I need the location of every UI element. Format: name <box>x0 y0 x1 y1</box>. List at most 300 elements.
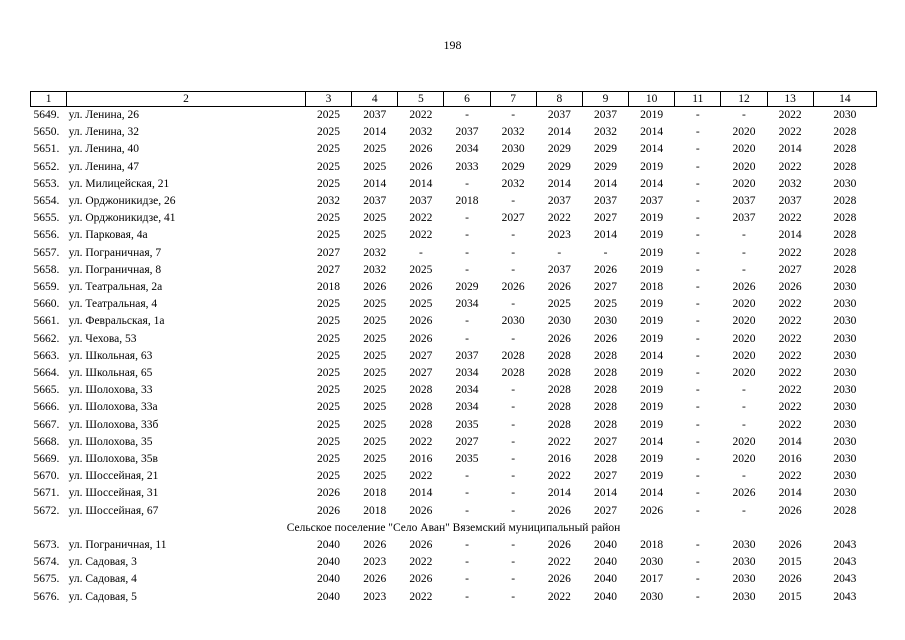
year-cell-col-9: 2028 <box>593 384 617 397</box>
year-cell-col-3: 2025 <box>317 470 341 483</box>
year-cell-col-3: 2027 <box>317 246 341 259</box>
year-cell-col-4: 2037 <box>363 195 387 208</box>
year-cell-col-3: 2025 <box>317 332 341 345</box>
year-cell-col-8: 2028 <box>547 349 571 362</box>
year-cell-col-9: 2040 <box>593 556 617 569</box>
year-cell-col-8: 2026 <box>547 539 571 552</box>
year-cell-col-13: 2022 <box>778 349 802 362</box>
year-cell-col-7: - <box>511 504 516 517</box>
year-cell-col-5: 2026 <box>409 315 433 328</box>
year-cell-col-11: - <box>695 401 700 414</box>
row-number: 5675. <box>33 573 60 586</box>
year-cell-col-8: 2029 <box>547 160 571 173</box>
year-cell-col-14: 2030 <box>833 298 857 311</box>
year-cell-col-4: 2023 <box>363 556 387 569</box>
year-cell-col-5: 2022 <box>409 229 433 242</box>
row-number: 5673. <box>33 539 60 552</box>
year-cell-col-7: 2030 <box>501 315 525 328</box>
year-cell-col-13: 2022 <box>778 384 802 397</box>
year-cell-col-11: - <box>695 435 700 448</box>
year-cell-col-6: - <box>465 212 469 225</box>
year-cell-col-11: - <box>695 367 700 380</box>
row-number: 5650. <box>33 126 60 139</box>
year-cell-col-9: 2029 <box>593 143 617 156</box>
year-cell-col-4: 2025 <box>363 160 387 173</box>
year-cell-col-14: 2043 <box>833 573 857 586</box>
year-cell-col-5: 2026 <box>409 143 433 156</box>
year-cell-col-4: 2025 <box>363 470 387 483</box>
year-cell-col-4: 2018 <box>363 504 387 517</box>
year-cell-col-12: 2037 <box>732 212 756 225</box>
table-row <box>31 124 877 141</box>
year-cell-col-4: 2025 <box>363 418 387 431</box>
year-cell-col-7: 2030 <box>501 143 525 156</box>
year-cell-col-4: 2025 <box>363 229 387 242</box>
year-cell-col-9: 2027 <box>593 435 617 448</box>
year-cell-col-14: 2028 <box>833 195 857 208</box>
year-cell-col-13: 2026 <box>778 539 802 552</box>
year-cell-col-13: 2027 <box>778 263 802 276</box>
year-cell-col-10: 2026 <box>640 504 664 517</box>
address-cell: ул. Садовая, 4 <box>68 573 137 586</box>
row-number: 5657. <box>33 246 60 259</box>
year-cell-col-13: 2037 <box>778 195 802 208</box>
year-cell-col-3: 2025 <box>317 453 341 466</box>
address-cell: ул. Пограничная, 11 <box>68 539 167 552</box>
year-cell-col-9: 2030 <box>593 315 617 328</box>
table-row <box>31 503 877 520</box>
year-cell-col-10: 2019 <box>640 332 664 345</box>
year-cell-col-10: 2019 <box>640 160 664 173</box>
table-row <box>31 537 877 554</box>
year-cell-col-12: 2020 <box>732 177 756 190</box>
year-cell-col-3: 2040 <box>317 573 341 586</box>
year-cell-col-7: - <box>511 453 516 466</box>
year-cell-col-5: 2026 <box>409 539 433 552</box>
column-header-11: 11 <box>675 92 721 107</box>
year-cell-col-12: - <box>742 246 746 259</box>
year-cell-col-5: 2022 <box>409 435 433 448</box>
row-number: 5676. <box>33 590 60 603</box>
column-header-8: 8 <box>536 92 582 107</box>
year-cell-col-11: - <box>695 229 700 242</box>
year-cell-col-11: - <box>695 590 700 603</box>
year-cell-col-6: - <box>465 109 469 121</box>
address-cell: ул. Пограничная, 8 <box>68 263 162 276</box>
year-cell-col-10: 2014 <box>640 435 664 448</box>
year-cell-col-11: - <box>695 143 700 156</box>
year-cell-col-9: 2028 <box>593 418 617 431</box>
address-cell: ул. Пограничная, 7 <box>68 246 162 259</box>
year-cell-col-11: - <box>695 298 700 311</box>
page-number: 198 <box>443 38 462 52</box>
address-cell: ул. Шолохова, 35 <box>68 435 153 448</box>
year-cell-col-4: 2025 <box>363 212 387 225</box>
year-cell-col-10: 2014 <box>640 126 664 139</box>
year-cell-col-8: 2028 <box>547 384 571 397</box>
year-cell-col-7: - <box>511 470 516 483</box>
year-cell-col-13: 2022 <box>778 109 802 121</box>
row-number: 5671. <box>33 487 60 500</box>
year-cell-col-4: 2032 <box>363 246 387 259</box>
column-header-12: 12 <box>721 92 767 107</box>
year-cell-col-3: 2025 <box>317 109 341 121</box>
column-header-13: 13 <box>767 92 813 107</box>
year-cell-col-5: 2022 <box>409 590 433 603</box>
year-cell-col-12: - <box>742 401 746 414</box>
year-cell-col-4: 2023 <box>363 590 387 603</box>
table-row <box>31 279 877 296</box>
year-cell-col-14: 2028 <box>833 246 857 259</box>
year-cell-col-10: 2014 <box>640 177 664 190</box>
table-row <box>31 468 877 485</box>
address-cell: ул. Шолохова, 33б <box>68 418 159 431</box>
year-cell-col-12: 2030 <box>732 539 756 552</box>
year-cell-col-13: 2022 <box>778 246 802 259</box>
column-header-4: 4 <box>352 92 398 107</box>
year-cell-col-4: 2025 <box>363 315 387 328</box>
year-cell-col-14: 2030 <box>833 487 857 500</box>
year-cell-col-8: 2028 <box>547 367 571 380</box>
table-row <box>31 331 877 348</box>
year-cell-col-14: 2028 <box>833 504 857 517</box>
year-cell-col-8: 2037 <box>547 109 571 121</box>
year-cell-col-14: 2030 <box>833 332 857 345</box>
year-cell-col-7: - <box>511 487 516 500</box>
address-cell: ул. Ленина, 26 <box>68 109 140 121</box>
address-cell: ул. Шоссейная, 67 <box>68 504 159 517</box>
year-cell-col-7: 2028 <box>501 349 525 362</box>
year-cell-col-9: 2014 <box>593 177 617 190</box>
year-cell-col-10: 2019 <box>640 212 664 225</box>
year-cell-col-7: - <box>511 539 516 552</box>
year-cell-col-3: 2025 <box>317 349 341 362</box>
year-cell-col-13: 2022 <box>778 367 802 380</box>
table-row <box>31 399 877 416</box>
year-cell-col-3: 2025 <box>317 315 341 328</box>
year-cell-col-11: - <box>695 504 700 517</box>
year-cell-col-7: - <box>511 263 516 276</box>
year-cell-col-9: 2040 <box>593 539 617 552</box>
year-cell-col-7: - <box>511 418 516 431</box>
row-number: 5660. <box>33 298 60 311</box>
year-cell-col-3: 2025 <box>317 229 341 242</box>
year-cell-col-11: - <box>695 263 700 276</box>
year-cell-col-3: 2018 <box>317 281 341 294</box>
year-cell-col-6: 2034 <box>455 367 479 380</box>
year-cell-col-12: 2026 <box>732 487 756 500</box>
year-cell-col-7: - <box>511 384 516 397</box>
year-cell-col-11: - <box>695 281 700 294</box>
year-cell-col-13: 2022 <box>778 212 802 225</box>
year-cell-col-9: 2032 <box>593 126 617 139</box>
address-cell: ул. Театральная, 4 <box>68 298 158 311</box>
year-cell-col-6: - <box>465 556 469 569</box>
address-cell: ул. Ленина, 40 <box>68 143 140 156</box>
year-cell-col-7: - <box>511 195 516 208</box>
year-cell-col-6: - <box>465 263 469 276</box>
column-header-7: 7 <box>490 92 536 107</box>
year-cell-col-12: 2030 <box>732 556 756 569</box>
year-cell-col-4: 2018 <box>363 487 387 500</box>
year-cell-col-5: 2025 <box>409 298 433 311</box>
address-cell: ул. Шоссейная, 31 <box>68 487 159 500</box>
year-cell-col-14: 2030 <box>833 349 857 362</box>
table-row <box>31 296 877 313</box>
table-row <box>31 382 877 399</box>
year-cell-col-14: 2028 <box>833 126 857 139</box>
year-cell-col-8: 2025 <box>547 298 571 311</box>
year-cell-col-14: 2030 <box>833 418 857 431</box>
year-cell-col-12: 2020 <box>732 143 756 156</box>
year-cell-col-14: 2030 <box>833 401 857 414</box>
year-cell-col-6: - <box>465 246 469 259</box>
year-cell-col-3: 2040 <box>317 556 341 569</box>
row-number: 5674. <box>33 556 60 569</box>
row-number: 5653. <box>33 177 60 190</box>
year-cell-col-10: 2019 <box>640 246 664 259</box>
year-cell-col-12: - <box>742 229 746 242</box>
year-cell-col-9: 2027 <box>593 281 617 294</box>
year-cell-col-9: 2027 <box>593 470 617 483</box>
year-cell-col-11: - <box>695 573 700 586</box>
year-cell-col-3: 2025 <box>317 143 341 156</box>
year-cell-col-14: 2043 <box>833 590 857 603</box>
year-cell-col-7: - <box>511 573 516 586</box>
year-cell-col-8: 2014 <box>547 487 571 500</box>
year-cell-col-11: - <box>695 349 700 362</box>
year-cell-col-3: 2025 <box>317 126 341 139</box>
year-cell-col-4: 2025 <box>363 332 387 345</box>
year-cell-col-9: 2026 <box>593 263 617 276</box>
year-cell-col-8: 2022 <box>547 435 571 448</box>
year-cell-col-13: 2022 <box>778 401 802 414</box>
table-body <box>31 107 877 606</box>
year-cell-col-13: 2014 <box>778 143 802 156</box>
year-cell-col-14: 2028 <box>833 160 857 173</box>
year-cell-col-8: 2022 <box>547 470 571 483</box>
year-cell-col-7: 2026 <box>501 281 525 294</box>
year-cell-col-10: 2019 <box>640 453 664 466</box>
address-cell: ул. Милицейская, 21 <box>68 177 170 190</box>
year-cell-col-11: - <box>695 418 700 431</box>
year-cell-col-9: 2028 <box>593 367 617 380</box>
row-number: 5672. <box>33 504 60 517</box>
year-cell-col-6: 2037 <box>455 349 479 362</box>
year-cell-col-6: - <box>465 539 469 552</box>
year-cell-col-12: 2020 <box>732 126 756 139</box>
year-cell-col-5: 2026 <box>409 573 433 586</box>
year-cell-col-12: - <box>742 470 746 483</box>
table-row <box>31 348 877 365</box>
section-row <box>31 520 877 537</box>
year-cell-col-5: 2026 <box>409 332 433 345</box>
row-number: 5663. <box>33 349 60 362</box>
row-number: 5661. <box>33 315 60 328</box>
year-cell-col-13: 2016 <box>778 453 802 466</box>
year-cell-col-5: 2014 <box>409 177 433 190</box>
year-cell-col-13: 2014 <box>778 435 802 448</box>
year-cell-col-5: 2016 <box>409 453 433 466</box>
address-cell: ул. Школьная, 63 <box>68 349 153 362</box>
row-number: 5659. <box>33 281 60 294</box>
year-cell-col-4: 2032 <box>363 263 387 276</box>
year-cell-col-14: 2030 <box>833 109 857 121</box>
year-cell-col-6: 2034 <box>455 143 479 156</box>
table-row <box>31 365 877 382</box>
year-cell-col-13: 2022 <box>778 126 802 139</box>
year-cell-col-10: 2037 <box>640 195 664 208</box>
address-cell: ул. Февральская, 1а <box>68 315 165 328</box>
year-cell-col-5: 2025 <box>409 263 433 276</box>
year-cell-col-6: - <box>465 177 469 190</box>
year-cell-col-4: 2025 <box>363 143 387 156</box>
table-row <box>31 141 877 158</box>
year-cell-col-8: 2026 <box>547 573 571 586</box>
year-cell-col-8: - <box>557 246 562 259</box>
year-cell-col-14: 2028 <box>833 263 857 276</box>
year-cell-col-4: 2025 <box>363 401 387 414</box>
year-cell-col-9: 2026 <box>593 332 617 345</box>
year-cell-col-3: 2040 <box>317 539 341 552</box>
year-cell-col-7: - <box>511 332 516 345</box>
year-cell-col-14: 2030 <box>833 281 857 294</box>
year-cell-col-12: 2020 <box>732 298 756 311</box>
year-cell-col-7: - <box>511 435 516 448</box>
table-row <box>31 159 877 176</box>
year-cell-col-6: - <box>465 573 469 586</box>
year-cell-col-4: 2025 <box>363 435 387 448</box>
year-cell-col-3: 2025 <box>317 177 341 190</box>
table-row <box>31 176 877 193</box>
year-cell-col-11: - <box>695 109 700 121</box>
year-cell-col-4: 2025 <box>363 367 387 380</box>
year-cell-col-4: 2025 <box>363 384 387 397</box>
year-cell-col-13: 2022 <box>778 470 802 483</box>
address-cell: ул. Ленина, 47 <box>68 160 140 173</box>
address-cell: ул. Шоссейная, 21 <box>68 470 159 483</box>
year-cell-col-4: 2025 <box>363 349 387 362</box>
row-number: 5670. <box>33 470 60 483</box>
year-cell-col-11: - <box>695 384 700 397</box>
year-cell-col-14: 2028 <box>833 212 857 225</box>
year-cell-col-12: 2020 <box>732 435 756 448</box>
year-cell-col-8: 2028 <box>547 418 571 431</box>
year-cell-col-3: 2026 <box>317 504 341 517</box>
year-cell-col-12: - <box>742 504 746 517</box>
table-row <box>31 193 877 210</box>
year-cell-col-7: - <box>511 229 516 242</box>
year-cell-col-6: - <box>465 470 469 483</box>
year-cell-col-13: 2026 <box>778 281 802 294</box>
row-number: 5669. <box>33 453 60 466</box>
year-cell-col-5: 2026 <box>409 504 433 517</box>
year-cell-col-3: 2025 <box>317 212 341 225</box>
table-row <box>31 107 877 125</box>
address-cell: ул. Шолохова, 33а <box>68 401 158 414</box>
year-cell-col-7: 2029 <box>501 160 525 173</box>
row-number: 5651. <box>33 143 60 156</box>
year-cell-col-12: 2020 <box>732 315 756 328</box>
year-cell-col-8: 2028 <box>547 401 571 414</box>
year-cell-col-8: 2014 <box>547 177 571 190</box>
year-cell-col-6: 2035 <box>455 418 479 431</box>
year-cell-col-8: 2023 <box>547 229 571 242</box>
year-cell-col-10: 2019 <box>640 229 664 242</box>
column-header-3: 3 <box>305 92 351 107</box>
year-cell-col-8: 2037 <box>547 195 571 208</box>
year-cell-col-12: 2026 <box>732 281 756 294</box>
address-cell: ул. Шолохова, 33 <box>68 384 153 397</box>
table-row <box>31 434 877 451</box>
year-cell-col-13: 2026 <box>778 504 802 517</box>
address-cell: ул. Парковая, 4а <box>68 229 148 242</box>
year-cell-col-14: 2030 <box>833 470 857 483</box>
table-row <box>31 589 877 606</box>
year-cell-col-11: - <box>695 195 700 208</box>
year-cell-col-9: 2028 <box>593 453 617 466</box>
section-title: Сельское поселение "Село Аван" Вяземский муниципальный район <box>286 521 621 534</box>
year-cell-col-8: 2014 <box>547 126 571 139</box>
year-cell-col-12: 2020 <box>732 453 756 466</box>
data-table <box>30 91 877 606</box>
year-cell-col-14: 2030 <box>833 315 857 328</box>
year-cell-col-14: 2043 <box>833 539 857 552</box>
year-cell-col-6: 2033 <box>455 160 479 173</box>
year-cell-col-12: - <box>742 418 746 431</box>
year-cell-col-5: 2027 <box>409 349 433 362</box>
year-cell-col-11: - <box>695 160 700 173</box>
year-cell-col-13: 2022 <box>778 298 802 311</box>
year-cell-col-4: 2014 <box>363 177 387 190</box>
year-cell-col-10: 2030 <box>640 556 664 569</box>
address-cell: ул. Орджоникидзе, 26 <box>68 195 176 208</box>
year-cell-col-14: 2030 <box>833 367 857 380</box>
year-cell-col-12: - <box>742 109 746 121</box>
year-cell-col-7: 2032 <box>501 126 525 139</box>
year-cell-col-10: 2017 <box>640 573 664 586</box>
year-cell-col-13: 2015 <box>778 590 802 603</box>
column-header-9: 9 <box>582 92 628 107</box>
year-cell-col-8: 2026 <box>547 504 571 517</box>
year-cell-col-14: 2030 <box>833 384 857 397</box>
year-cell-col-7: - <box>511 590 516 603</box>
year-cell-col-6: - <box>465 590 469 603</box>
year-cell-col-11: - <box>695 177 700 190</box>
table-row <box>31 451 877 468</box>
year-cell-col-6: 2034 <box>455 298 479 311</box>
column-header-10: 10 <box>629 92 675 107</box>
year-cell-col-5: 2022 <box>409 212 433 225</box>
row-number: 5656. <box>33 229 60 242</box>
year-cell-col-8: 2022 <box>547 590 571 603</box>
year-cell-col-11: - <box>695 315 700 328</box>
year-cell-col-12: 2020 <box>732 160 756 173</box>
row-number: 5668. <box>33 435 60 448</box>
year-cell-col-9: 2040 <box>593 573 617 586</box>
year-cell-col-12: 2020 <box>732 349 756 362</box>
year-cell-col-6: - <box>465 487 469 500</box>
table-row <box>31 485 877 502</box>
year-cell-col-13: 2022 <box>778 332 802 345</box>
year-cell-col-10: 2019 <box>640 109 664 121</box>
year-cell-col-5: - <box>418 246 423 259</box>
year-cell-col-10: 2019 <box>640 401 664 414</box>
year-cell-col-3: 2032 <box>317 195 341 208</box>
row-number: 5649. <box>33 109 60 121</box>
year-cell-col-9: 2029 <box>593 160 617 173</box>
year-cell-col-3: 2025 <box>317 435 341 448</box>
